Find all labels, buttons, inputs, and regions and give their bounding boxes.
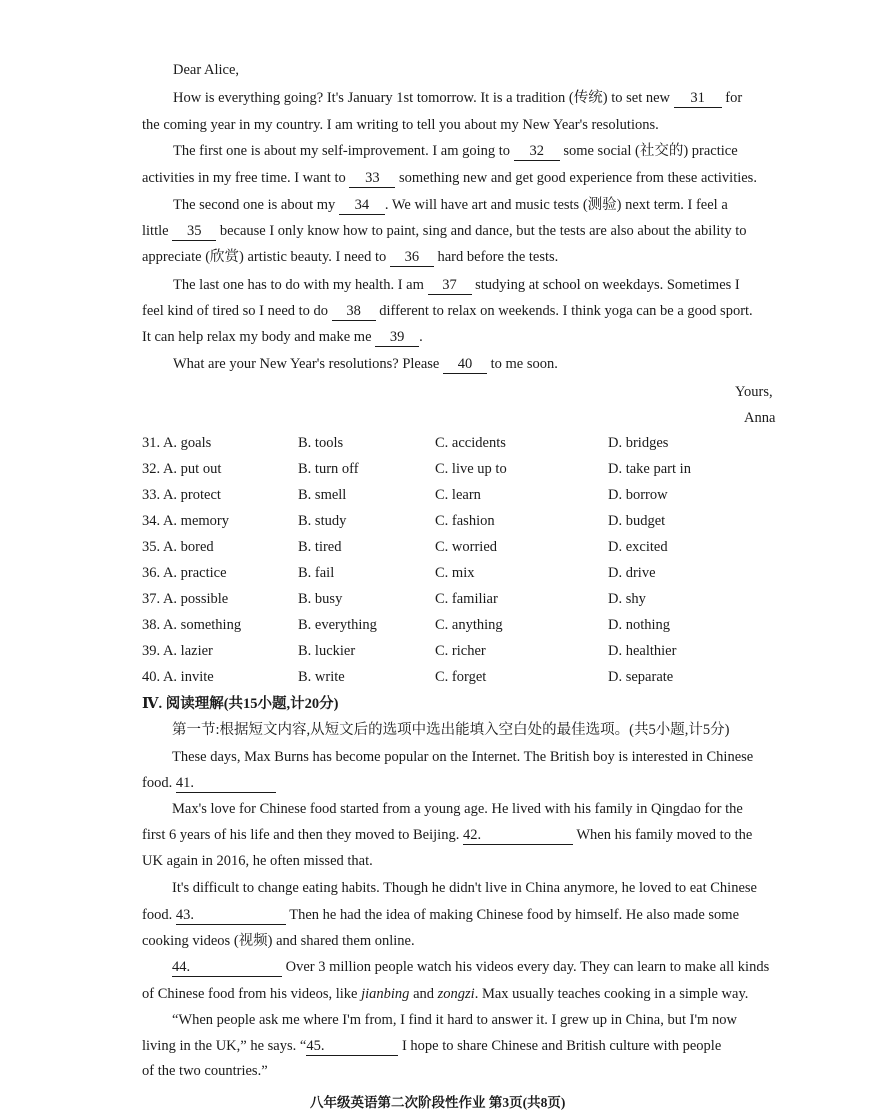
option-36-c: C. mix (435, 565, 475, 581)
salutation: Dear Alice, (173, 62, 240, 78)
option-39-a: 39. A. lazier (142, 643, 213, 659)
option-35-c: C. worried (435, 539, 498, 555)
option-40-b: B. write (298, 669, 345, 685)
blank-42: 42. (463, 826, 573, 845)
reading-line: food. 41. (142, 774, 276, 793)
letter-line: The second one is about my 34 . We will have art and music tests (测验) next term. I feel a (173, 197, 728, 213)
reading-line: Max's love for Chinese food started from a young age. He lived with his family in Qingdao for the (172, 801, 743, 817)
option-38-d: D. nothing (608, 617, 671, 633)
blank-33: 33 (349, 169, 395, 188)
option-38-c: C. anything (435, 617, 503, 633)
blank-41: 41. (176, 774, 276, 793)
option-33-d: D. borrow (608, 487, 668, 503)
letter-closing: Yours, (735, 384, 773, 400)
reading-line: It's difficult to change eating habits. Though he didn't live in China anymore, he loved to eat Chinese (172, 880, 757, 896)
letter-line: appreciate (欣赏) artistic beauty. I need to 36 hard before the tests. (142, 249, 559, 265)
reading-line: first 6 years of his life and then they moved to Beijing. 42. When his family moved to the (142, 827, 753, 843)
blank-34: 34 (339, 196, 385, 215)
option-32-d: D. take part in (608, 461, 691, 477)
reading-line: “When people ask me where I'm from, I find it hard to answer it. I grew up in China, but I'm now (172, 1012, 737, 1028)
section-heading: Ⅳ. 阅读理解(共15小题,计20分) (142, 696, 339, 712)
reading-line: of Chinese food from his videos, like jianbing and zongzi. Max usually teaches cooking in a simple way. (142, 986, 749, 1002)
option-36-b: B. fail (298, 565, 335, 581)
option-37-d: D. shy (608, 591, 646, 607)
blank-36: 36 (390, 248, 434, 267)
option-31-a: 31. A. goals (142, 435, 212, 451)
option-37-c: C. familiar (435, 591, 498, 607)
option-34-b: B. study (298, 513, 347, 529)
letter-line: How is everything going? It's January 1st tomorrow. It is a tradition (传统) to set new 31 for (173, 90, 743, 106)
page-footer: 八年级英语第二次阶段性作业 第3页(共8页) (310, 1095, 566, 1110)
blank-43: 43. (176, 906, 286, 925)
option-37-b: B. busy (298, 591, 343, 607)
blank-45: 45. (306, 1037, 398, 1056)
option-32-c: C. live up to (435, 461, 507, 477)
option-34-a: 34. A. memory (142, 513, 229, 529)
letter-line: The last one has to do with my health. I am 37 studying at school on weekdays. Sometimes I (173, 277, 740, 293)
option-32-b: B. turn off (298, 461, 359, 477)
option-40-a: 40. A. invite (142, 669, 214, 685)
reading-line: food. 43. Then he had the idea of making Chinese food by himself. He also made some (142, 907, 740, 923)
blank-32: 32 (514, 142, 560, 161)
letter-signature: Anna (744, 410, 776, 426)
reading-line: UK again in 2016, he often missed that. (142, 853, 373, 869)
option-31-b: B. tools (298, 435, 344, 451)
option-31-d: D. bridges (608, 435, 669, 451)
option-35-d: D. excited (608, 539, 668, 555)
option-34-c: C. fashion (435, 513, 495, 529)
letter-line: little 35 because I only know how to paint, sing and dance, but the tests are also about the ability to (142, 223, 747, 239)
option-39-b: B. luckier (298, 643, 356, 659)
option-38-a: 38. A. something (142, 617, 242, 633)
letter-line: The first one is about my self-improvement. I am going to 32 some social (社交的) practice (173, 143, 738, 159)
section-instruction: 第一节:根据短文内容,从短文后的选项中选出能填入空白处的最佳选项。(共5小题,计5分) (172, 722, 730, 738)
blank-44: 44. (172, 958, 282, 977)
letter-line: What are your New Year's resolutions? Please 40 to me soon. (173, 356, 558, 372)
option-38-b: B. everything (298, 617, 377, 633)
option-37-a: 37. A. possible (142, 591, 229, 607)
option-36-a: 36. A. practice (142, 565, 227, 581)
reading-line: cooking videos (视频) and shared them online. (142, 933, 415, 949)
option-31-c: C. accidents (435, 435, 506, 451)
letter-line: activities in my free time. I want to 33 something new and get good experience from these activities. (142, 170, 757, 186)
option-33-b: B. smell (298, 487, 347, 503)
option-35-a: 35. A. bored (142, 539, 214, 555)
reading-line: 44. Over 3 million people watch his videos every day. They can learn to make all kinds (172, 959, 770, 975)
option-34-d: D. budget (608, 513, 666, 529)
letter-line: It can help relax my body and make me 39 . (142, 329, 423, 345)
option-40-d: D. separate (608, 669, 674, 685)
blank-40: 40 (443, 355, 487, 374)
option-32-a: 32. A. put out (142, 461, 222, 477)
option-35-b: B. tired (298, 539, 342, 555)
reading-line: These days, Max Burns has become popular on the Internet. The British boy is interested in Chinese (172, 749, 754, 765)
reading-line: of the two countries.” (142, 1063, 268, 1079)
option-39-c: C. richer (435, 643, 486, 659)
option-33-a: 33. A. protect (142, 487, 221, 503)
blank-39: 39 (375, 328, 419, 347)
option-33-c: C. learn (435, 487, 481, 503)
reading-line: living in the UK,” he says. “45. I hope to share Chinese and British culture with people (142, 1038, 722, 1054)
letter-line: the coming year in my country. I am writing to tell you about my New Year's resolutions. (142, 117, 659, 133)
letter-line: feel kind of tired so I need to do 38 different to relax on weekends. I think yoga can be a good sport. (142, 303, 753, 319)
option-40-c: C. forget (435, 669, 487, 685)
blank-38: 38 (332, 302, 376, 321)
option-39-d: D. healthier (608, 643, 677, 659)
blank-35: 35 (172, 222, 216, 241)
blank-37: 37 (428, 276, 472, 295)
option-36-d: D. drive (608, 565, 656, 581)
blank-31: 31 (674, 89, 722, 108)
